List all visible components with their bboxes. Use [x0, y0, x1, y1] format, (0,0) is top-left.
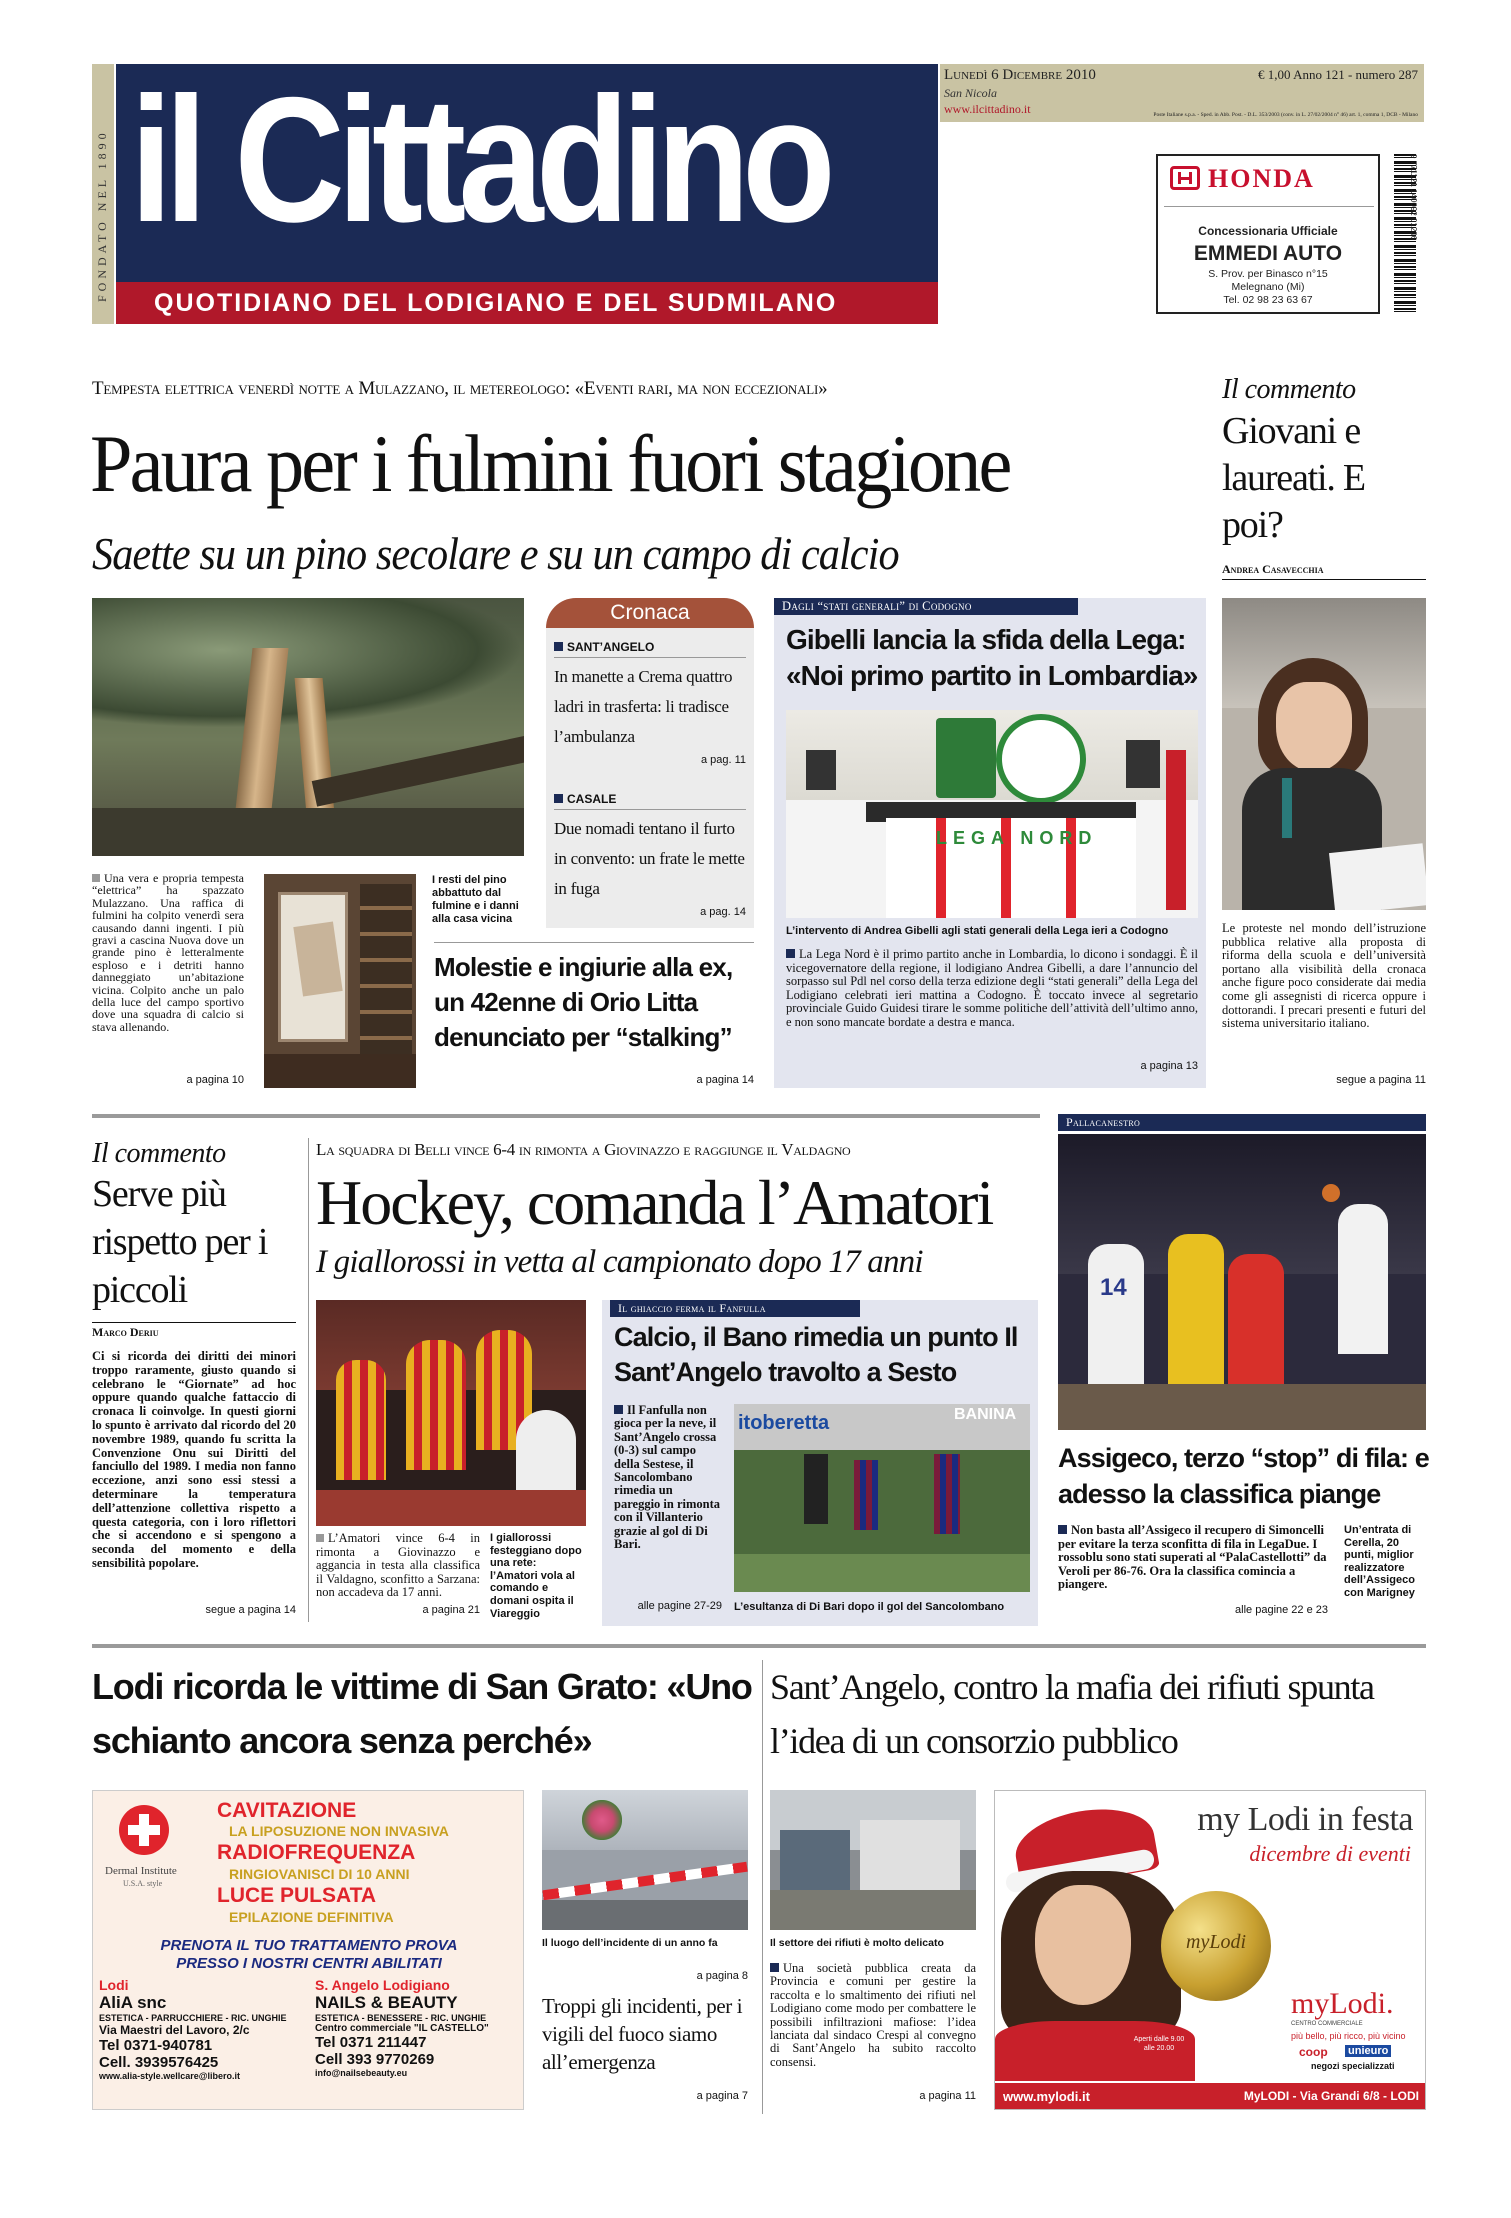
basket-jersey: 14 [1100, 1274, 1127, 1301]
hockey-body-text: L’Amatori vince 6-4 in rimonta a Giovinazzo e aggancia in testa alla classifica il Valdagno, sconfitto a Sarzana: non accadeva da 17 anni. [316, 1531, 480, 1600]
dermal-cta-2: PRESSO I NOSTRI CENTRI ABILITATI [176, 1955, 442, 1972]
mylodi-address: MyLODI - Via Grandi 6/8 - LODI [1243, 2089, 1419, 2103]
founded-text: FONDATO NEL 1890 [95, 129, 109, 302]
basket-photo [1058, 1134, 1426, 1430]
commento1-author: Andrea Casavecchia [1222, 562, 1426, 580]
sangrato-photo [542, 1790, 748, 1930]
sangrato-caption: Il luogo dell’incidente di un anno fa [542, 1937, 718, 1949]
commento2-body [92, 1350, 296, 1571]
commento2-title[interactable]: Serve più rispetto per i piccoli [92, 1173, 268, 1311]
commento2-label: Il commento [92, 1138, 226, 1169]
masthead [92, 60, 1424, 324]
cronaca-item-2-text: Due nomadi tentano il furto in convento: un frate le mette in fuga [554, 819, 745, 898]
honda-dealer: EMMEDI AUTO [1193, 242, 1343, 265]
section-rule-2 [92, 1644, 1426, 1648]
dermal-line-2: LA LIPOSUZIONE NON INVASIVA [229, 1823, 449, 1839]
mylodi-hours: Aperti dalle 9.00 alle 20.00 [1133, 2023, 1185, 2075]
sangrato-sub[interactable]: Troppi gli incidenti, per i vigili del fuoco siamo all’emergenza [542, 1994, 743, 2074]
hockey-caption: I giallorossi festeggiano dopo una rete: l’Amatori vola al comando e domani ospita il Viareggio [490, 1532, 582, 1620]
lead-photo2-caption: I resti del pino abbattuto dal fulmine e i danni alla casa vicina [432, 874, 519, 925]
hockey-vrule [308, 1138, 309, 1622]
commento1-body-text: Le proteste nel mondo dell’istruzione pubblica relative alla proposta di riforma della scuola e dell’università portano alla visibilità della cronaca anche figure poco considerate dai media come gli assegnisti di ricerca oppure i dottorandi. I precari presenti e futuri del sistema universitario italiano. [1222, 921, 1426, 1031]
barcode [1388, 154, 1424, 314]
lead-kicker: Tempesta elettrica venerdì notte a Mulazzano, il metereologo: «Eventi rari, ma non eccezionali» [92, 378, 828, 399]
basket-body-text: Non basta all’Assigeco il recupero di Simoncelli per evitare la terza sconfitta di fila in LegaDue. I rossoblu sono stati superati al “PalaCastellotti” da Veroli per 86-76. Ora la classifica comincia a piangere. [1058, 1523, 1327, 1592]
mafia-headline[interactable]: Sant’Angelo, contro la mafia dei rifiuti spunta l’idea di un consorzio pubblico [770, 1667, 1374, 1761]
website-link[interactable]: www.ilcittadino.it [944, 102, 1031, 116]
dermal-left-cell: Cell. 3939576425 [99, 2054, 219, 2071]
cronaca-item-1-pageref[interactable]: a pag. 11 [700, 754, 746, 766]
commento1-label: Il commento [1222, 374, 1356, 405]
mylodi-brand-1: coop [1299, 2045, 1328, 2059]
saint-of-day: San Nicola [944, 86, 997, 100]
mylodi-shops: negozi specializzati [1311, 2061, 1395, 2071]
calcio-sign-1: itoberetta [738, 1412, 830, 1434]
price-issue: € 1,00 Anno 121 - numero 287 [1258, 67, 1418, 82]
hockey-body [316, 1532, 480, 1600]
commento1-body [1222, 922, 1426, 1031]
mylodi-tagline: più bello, più ricco, più vicino [1291, 2031, 1406, 2041]
mylodi-logo: myLodi. [1291, 1987, 1394, 2020]
calcio-caption: L’esultanza di Di Bari dopo il gol del Sancolombano [734, 1601, 1005, 1613]
mylodi-ornament [1161, 1891, 1271, 2001]
dermal-right-type: ESTETICA - BENESSERE - RIC. UNGHIE [315, 2013, 487, 2023]
hockey-kicker: La squadra di Belli vince 6-4 in rimonta a Giovinazzo e raggiunge il Valdagno [316, 1140, 851, 1159]
commento2-body-text: Ci si ricorda dei diritti dei minori troppo raramente, giusto quando si celebrano le “Giornate” ad hoc oppure quando qualche fattaccio di cronaca li coinvolge. In questi giorni lo spunto è arrivato dal ricordo del 20 novembre 1989, quando fu scritta la Convenzione Onu sui Diritti del fanciullo del 1989. I media non fanno eccezione, anzi sono essi stessi a determinare la temperatura dell’attenzione collettiva rispetto a questa categoria, con i loro riflettori che si accendono e si spengono a seconda del momento e della sensibilità popolare. [92, 1349, 296, 1570]
lega-body-text: La Lega Nord è il primo partito anche in Lombardia, lo dicono i sondaggi. È il vicegovernatore della regione, il lodigiano Andrea Gibelli, a dare l’annuncio del sorpasso sul Pdl nel corso della terza edizione degli “stati generali” della Lega del Lodigiano celebrati ieri mattina a Codogno. È toccato invece al segretario provinciale Guido Guidesi tirare le somme politiche dell’attività dell’ultimo anno, e non sono mancate bordate a destra e manca. [786, 947, 1198, 1029]
calcio-pageref[interactable]: alle pagine 27-29 [637, 1600, 722, 1612]
dermal-right-shop [315, 1977, 521, 2078]
sangrato-pageref2[interactable]: a pagina 7 [696, 2090, 748, 2102]
commento1-title[interactable]: Giovani e laureati. E poi? [1222, 410, 1365, 546]
calcio-kicker: Il ghiaccio ferma il Fanfulla [610, 1300, 860, 1317]
calcio-photo [734, 1404, 1030, 1592]
honda-address1: S. Prov. per Binasco n°15 [1208, 268, 1328, 280]
calcio-body-text: Il Fanfulla non gioca per la neve, il Sant’Angelo crossa (0-3) sul campo della Sestese, il Sancolombano rimedia un pareggio in rimonta con il Villanterio grazie al gol di Di Bari. [614, 1403, 721, 1552]
stalking-headline[interactable]: Molestie e ingiurie alla ex, un 42enne di Orio Litta denunciato per “stalking” [434, 952, 733, 1052]
dermal-left-city: Lodi [99, 1977, 129, 1993]
commento1-pageref[interactable]: segue a pagina 11 [1336, 1074, 1426, 1086]
dermal-left-tel: Tel 0371-940781 [99, 2037, 213, 2054]
dermal-right-cell: Cell 393 9770269 [315, 2051, 435, 2068]
dermal-right-name: NAILS & BEAUTY [315, 1993, 458, 2012]
dermal-line-5: LUCE PULSATA [217, 1884, 377, 1907]
cronaca-item-2[interactable] [554, 792, 746, 918]
lega-banner: LEGA NORD [936, 828, 1098, 848]
dermal-ad[interactable] [92, 1790, 524, 2110]
lead-headline: Paura per i fulmini fuori stagione [90, 418, 1010, 509]
masthead-subtitle-band [116, 282, 938, 324]
dermal-left-name: AliA snc [99, 1993, 167, 2012]
lead-pageref[interactable]: a pagina 10 [186, 1074, 244, 1086]
bottom-vrule [762, 1660, 763, 2114]
dermal-line-3: RADIOFREQUENZA [217, 1841, 416, 1864]
lega-caption: L’intervento di Andrea Gibelli agli stati generali della Lega ieri a Codogno [786, 925, 1169, 937]
lega-pageref[interactable]: a pagina 13 [1140, 1060, 1198, 1072]
dermal-cross-icon [119, 1805, 169, 1855]
dermal-logo-sub: U.S.A. style [123, 1879, 163, 1888]
calcio-headline[interactable]: Calcio, il Bano rimedia un punto Il Sant’Angelo travolto a Sesto [614, 1322, 1018, 1387]
basket-kicker: Pallacanestro [1058, 1114, 1426, 1131]
honda-brand: HONDA [1208, 164, 1315, 193]
lead-photo-tree [92, 598, 524, 856]
mylodi-title: my Lodi in festa [1197, 1801, 1413, 1838]
masthead-title: il Cittadino [130, 60, 828, 259]
lega-headline[interactable]: Gibelli lancia la sfida della Lega: «Noi primo partito in Lombardia» [786, 624, 1198, 691]
masthead-logo-block [116, 60, 938, 324]
lega-photo [786, 710, 1198, 918]
hockey-pageref[interactable]: a pagina 21 [422, 1604, 480, 1616]
basket-caption: Un’entrata di Cerella, 20 punti, miglior realizzatore dell’Assigeco con Marigney [1344, 1524, 1415, 1599]
cronaca-item-1-text: In manette a Crema quattro ladri in trasferta: li tradisce l’ambulanza [554, 667, 733, 746]
honda-line1: Concessionaria Ufficiale [1198, 224, 1338, 238]
dermal-logo: Dermal Institute [105, 1865, 177, 1877]
lead-body-text: Una vera e propria tempesta “elettrica” ha spazzato Mulazzano. Una raffica di fulmini ha colpito venerdì sera causando danni ingenti. I più gravi a cascina Nuova dove un grande pino è letteralmente esploso e i detriti hanno danneggiato un’abitazione vicina. Colpito anche un palo della luce del campo sportivo dove una squadra di calcio si stava allenando. [92, 871, 244, 1034]
lead-subhead: Saette su un pino secolare e su un campo di calcio [92, 529, 899, 579]
lega-body [786, 948, 1198, 1030]
mafia-body-text: Una società pubblica creata da Provincia e comuni per gestire la raccolta e lo smaltimento dei rifiuti nel Lodigiano come modo per combattere le possibili infiltrazioni mafiose: l’idea lanciata dal sindaco Crespi al convegno di Sant’Angelo ha subito raccolto consensi. [770, 1961, 976, 2069]
sangrato-headline[interactable]: Lodi ricorda le vittime di San Grato: «Uno schianto ancora senza perché» [92, 1666, 752, 1761]
commento1-photo [1222, 598, 1426, 910]
mafia-body [770, 1962, 976, 2069]
dermal-left-shop [99, 1977, 305, 2081]
cronaca-tab-label: Cronaca [610, 601, 690, 624]
dermal-line-6: EPILAZIONE DEFINITIVA [229, 1909, 394, 1925]
dermal-left-mail[interactable]: www.alia-style.wellcare@libero.it [99, 2071, 240, 2081]
basket-body [1058, 1524, 1328, 1592]
hockey-subhead: I giallorossi in vetta al campionato dopo 17 anni [316, 1244, 923, 1280]
section-rule-1 [92, 1114, 1040, 1118]
mafia-photo [770, 1790, 976, 1930]
dermal-right-addr: Centro commerciale "IL CASTELLO" [315, 2023, 489, 2034]
honda-phone: Tel. 02 98 23 63 67 [1223, 294, 1313, 306]
mylodi-subtitle: dicembre di eventi [1249, 1841, 1411, 1866]
cronaca-tab[interactable] [546, 598, 754, 628]
dermal-right-mail[interactable]: info@nailsebeauty.eu [315, 2068, 408, 2078]
lead-photo-house [264, 874, 416, 1088]
calcio-sign-2: BANINA [954, 1406, 1017, 1423]
commento2-author: Marco Deriu [92, 1322, 296, 1340]
stalking-pageref[interactable]: a pagina 14 [696, 1074, 754, 1086]
lead-body [92, 872, 244, 1033]
mylodi-logo-small: CENTRO COMMERCIALE [1291, 2021, 1363, 2027]
stalking-rule [434, 942, 754, 943]
mylodi-ornament-text: myLodi [1186, 1931, 1246, 1953]
mylodi-brand-2: unieuro [1345, 2045, 1391, 2057]
barcode-number: 9 771121 140092 01206 [1409, 154, 1418, 241]
dermal-left-addr: Via Maestri del Lavoro, 2/c [99, 2023, 250, 2037]
cronaca-item-2-pageref[interactable]: a pag. 14 [700, 906, 746, 918]
mylodi-ad[interactable] [994, 1790, 1426, 2110]
hockey-photo [316, 1300, 586, 1526]
sangrato-pageref[interactable]: a pagina 8 [696, 1970, 748, 1982]
calcio-body [614, 1404, 722, 1551]
masthead-subtitle: QUOTIDIANO DEL LODIGIANO E DEL SUDMILANO [154, 289, 838, 317]
dermal-line-4: RINGIOVANISCI DI 10 ANNI [229, 1866, 410, 1882]
lega-kicker: Dagli “stati generali” di Codogno [774, 598, 1078, 615]
cronaca-item-2-place: CASALE [567, 792, 617, 806]
dermal-left-type: ESTETICA - PARRUCCHIERE - RIC. UNGHIE [99, 2013, 287, 2023]
commento2-pageref[interactable]: segue a pagina 14 [205, 1604, 296, 1616]
mylodi-footer [995, 2083, 1426, 2110]
dermal-right-tel: Tel 0371 211447 [315, 2034, 427, 2051]
edition-date: Lunedì 6 Dicembre 2010 [944, 67, 1096, 83]
mafia-caption: Il settore dei rifiuti è molto delicato [770, 1937, 944, 1949]
honda-ad[interactable] [1156, 154, 1380, 314]
dermal-cta-1: PRENOTA IL TUO TRATTAMENTO PROVA [160, 1937, 458, 1954]
lead-pageref2 [264, 1090, 416, 1091]
basket-headline[interactable]: Assigeco, terzo “stop” di fila: e adesso la classifica piange [1058, 1443, 1429, 1509]
basket-pageref[interactable]: alle pagine 22 e 23 [1235, 1604, 1328, 1616]
mafia-pageref[interactable]: a pagina 11 [919, 2090, 976, 2102]
postal-line: Poste Italiane s.p.a. - Sped. in Abb. Post. - D.L. 353/2003 (conv. in L. 27/02/2004 n° 46) art. 1, comma 1, DCB - Milano [1153, 112, 1418, 118]
mylodi-website[interactable]: www.mylodi.it [1003, 2089, 1090, 2104]
honda-logo-icon [1170, 166, 1200, 190]
dateline-box [940, 64, 1424, 122]
cronaca-item-1-place: SANT’ANGELO [567, 640, 655, 654]
cronaca-item-1[interactable] [554, 640, 746, 766]
dermal-line-1: CAVITAZIONE [217, 1799, 357, 1822]
hockey-headline[interactable]: Hockey, comanda l’Amatori [316, 1167, 993, 1238]
dermal-right-city: S. Angelo Lodigiano [315, 1977, 450, 1993]
honda-address2: Melegnano (Mi) [1231, 281, 1305, 293]
founded-strip [92, 64, 114, 324]
